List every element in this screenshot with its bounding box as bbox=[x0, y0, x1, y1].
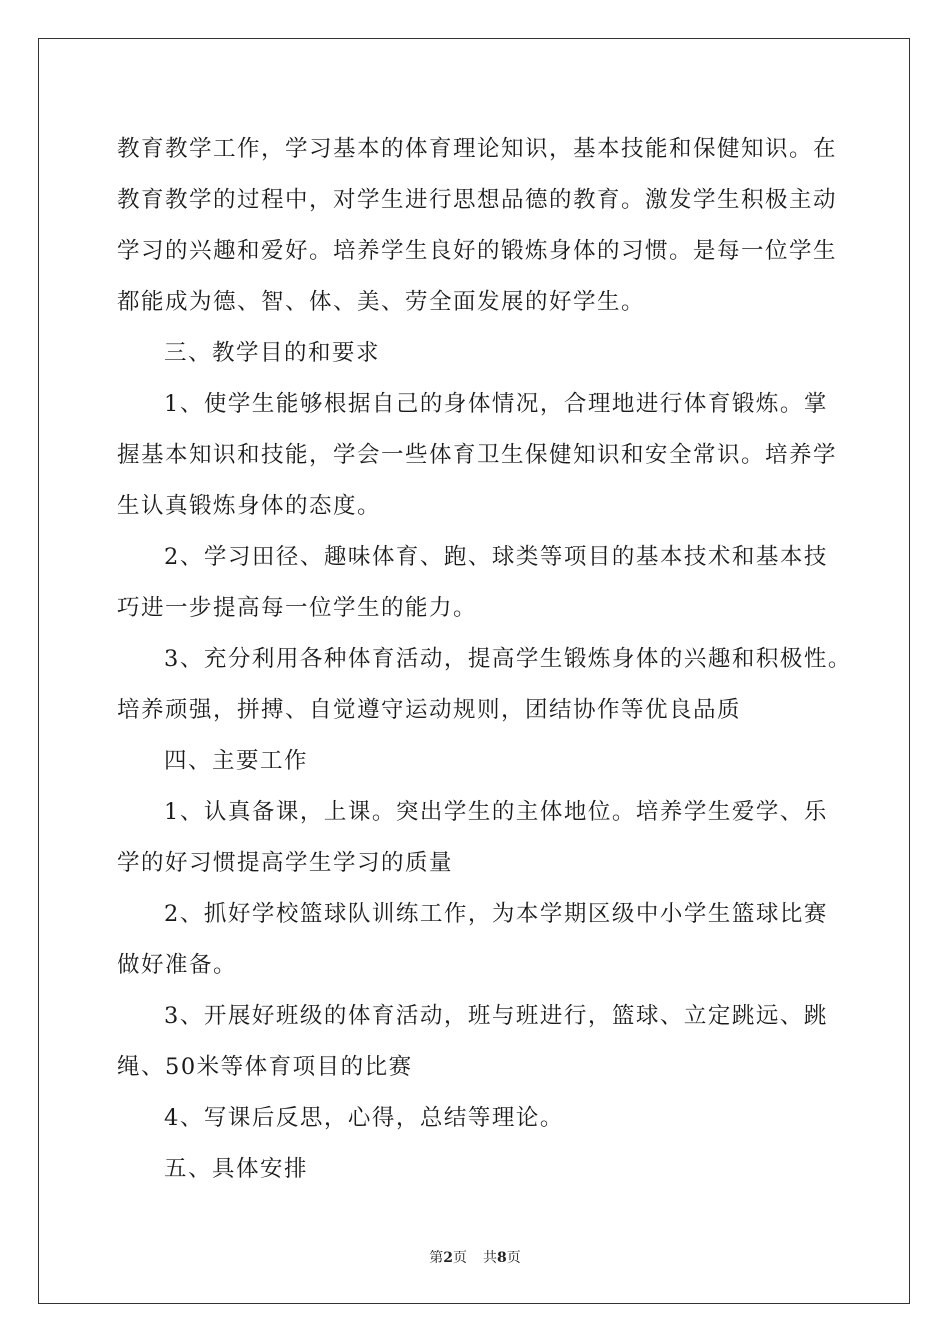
paragraph-line: 学习的兴趣和爱好。培养学生良好的锻炼身体的习惯。是每一位学生 bbox=[117, 238, 838, 264]
page-prefix: 第 bbox=[429, 1250, 444, 1266]
paragraph-line: 都能成为德、智、体、美、劳全面发展的好学生。 bbox=[117, 289, 646, 315]
paragraph-line: 生认真锻炼身体的态度。 bbox=[117, 493, 382, 519]
section-heading: 三、教学目的和要求 bbox=[164, 340, 381, 366]
paragraph-line: 教育教学工作，学习基本的体育理论知识，基本技能和保健知识。在 bbox=[117, 136, 838, 162]
paragraph-line: 1、使学生能够根据自己的身体情况，合理地进行体育锻炼。掌 bbox=[164, 391, 828, 417]
page-suffix: 页 bbox=[453, 1250, 467, 1266]
document-body bbox=[117, 130, 857, 1188]
paragraph-line: 3、充分利用各种体育活动，提高学生锻炼身体的兴趣和积极性。 bbox=[164, 646, 852, 672]
paragraph-line: 巧进一步提高每一位学生的能力。 bbox=[117, 595, 478, 621]
total-suffix: 页 bbox=[506, 1250, 521, 1266]
section-heading: 四、主要工作 bbox=[164, 748, 309, 774]
page-footer bbox=[0, 1247, 950, 1267]
paragraph-line: 教育教学的过程中，对学生进行思想品德的教育。激发学生积极主动 bbox=[117, 187, 838, 213]
paragraph-line: 做好准备。 bbox=[117, 952, 238, 978]
page-number: 2 bbox=[443, 1250, 453, 1266]
paragraph-line: 2、学习田径、趣味体育、跑、球类等项目的基本技术和基本技 bbox=[164, 544, 828, 570]
section-heading: 五、具体安排 bbox=[164, 1156, 309, 1182]
paragraph-line: 3、开展好班级的体育活动，班与班进行，篮球、立定跳远、跳 bbox=[164, 1003, 828, 1029]
paragraph-line: 绳、50米等体育项目的比赛 bbox=[117, 1054, 413, 1080]
total-prefix: 共 bbox=[483, 1250, 497, 1266]
paragraph-line: 培养顽强，拼搏、自觉遵守运动规则，团结协作等优良品质 bbox=[117, 697, 742, 723]
paragraph-line: 1、认真备课，上课。突出学生的主体地位。培养学生爱学、乐 bbox=[164, 799, 828, 825]
paragraph-line: 学的好习惯提高学生学习的质量 bbox=[117, 850, 454, 876]
paragraph-line: 握基本知识和技能，学会一些体育卫生保健知识和安全常识。培养学 bbox=[117, 442, 838, 468]
paragraph-line: 2、抓好学校篮球队训练工作，为本学期区级中小学生篮球比赛 bbox=[164, 901, 828, 927]
paragraph-line: 4、写课后反思，心得，总结等理论。 bbox=[164, 1105, 564, 1131]
total-pages: 8 bbox=[497, 1250, 507, 1266]
